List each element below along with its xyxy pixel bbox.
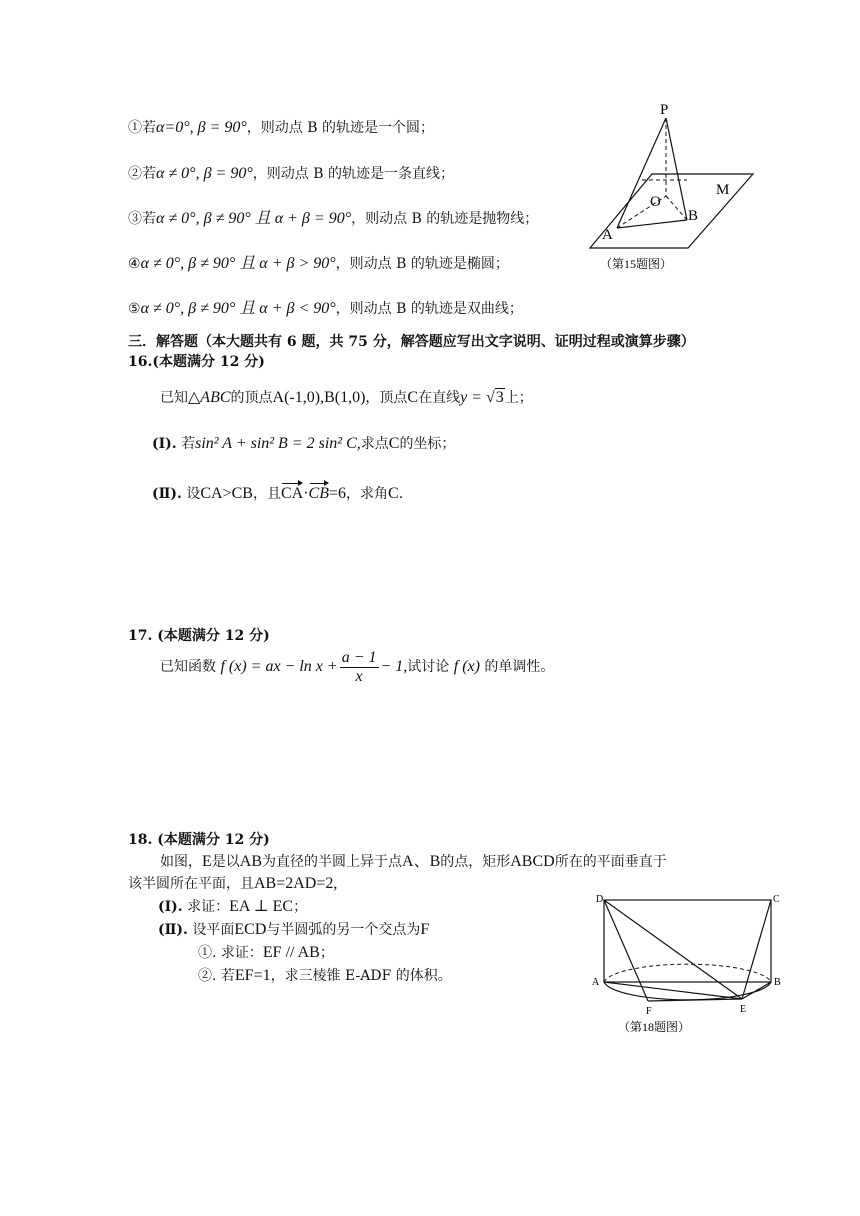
q17-text-2: 试讨论 [407, 659, 450, 675]
q16-intro: 已知△ABC的顶点A(-1,0),B(1,0)，顶点C在直线y = √3上； [160, 389, 533, 406]
q18-part-1-label: (Ⅰ). [158, 899, 183, 915]
q15-figure [580, 100, 770, 280]
q18-part-2-text-2: 与半圆弧的另一个交点为 [266, 922, 421, 938]
q18-sub-2-label: ②. [198, 968, 217, 984]
q17-title: 17. (本题满分 12 分) [128, 628, 270, 644]
q18-text-6: 该半圆所在平面，且 [128, 876, 254, 892]
q15-item-3-math: α ≠ 0°, β ≠ 90° 且 α + β = 90° [156, 210, 352, 227]
q18-sub-1-text: 求证： [220, 945, 263, 961]
q18-part-2-label: (Ⅱ). [158, 922, 188, 938]
figure-15-caption: （第15题图） [600, 257, 673, 271]
q17-function-lhs: f (x) = ax − ln x + [220, 658, 338, 675]
q16-part-2-condition: CA>CB [200, 485, 253, 502]
q17-body [160, 648, 554, 686]
q18-sub-1-label: ①. [198, 945, 217, 961]
label-a: A [602, 227, 613, 243]
q15-item-3 [128, 209, 538, 229]
q18-sub-1-end: ； [319, 945, 334, 961]
q15-item-1-math: α=0°, β = 90° [156, 119, 247, 136]
q15-item-4-prefix: ④ [128, 256, 141, 272]
q18-text-3: 为直径的半圆上异于点 [262, 854, 403, 870]
q17-fraction [340, 649, 379, 686]
label-p: P [660, 102, 669, 118]
label-m: M [716, 182, 730, 198]
q18-title: 18. (本题满分 12 分) [128, 832, 270, 848]
vector-ca: CA [281, 480, 303, 504]
q16-part-2-c: C [388, 485, 399, 502]
q18-figure [588, 890, 788, 1038]
q18-point-f: F [420, 921, 430, 938]
q15-item-1-prefix: ①若 [128, 120, 156, 136]
q15-item-4 [128, 254, 509, 274]
q18-part-1-text: 求证： [187, 899, 230, 915]
q16-part-2-text: 设 [186, 486, 201, 502]
q16-part-2-label: (Ⅱ). [152, 486, 182, 502]
q16-part-1-c: C [388, 435, 400, 452]
q18-text-2: 是以 [211, 854, 240, 870]
q17-fraction-numerator: a − 1 [341, 648, 377, 666]
q16-part-2-end: . [398, 486, 404, 502]
q16-sqrt-value: 3 [495, 389, 504, 406]
q18-sub-2 [198, 966, 452, 986]
edge-ab [617, 220, 687, 228]
q18-sub-1 [198, 943, 334, 963]
q18-rect-abcd: ABCD [510, 853, 555, 870]
q15-item-4-math: α ≠ 0°, β ≠ 90° 且 α + β > 90° [140, 255, 336, 272]
figure-18-caption: （第18题图） [618, 1020, 691, 1034]
q18-part-1-end: ； [293, 899, 308, 915]
label-f: F [646, 1006, 652, 1017]
q16-part-2 [152, 480, 403, 504]
q15-item-2 [128, 164, 454, 184]
dot-operator: · [303, 485, 309, 502]
q16-part-1-label: (Ⅰ). [152, 436, 177, 452]
q15-item-2-math: α ≠ 0°, β = 90° [156, 165, 253, 182]
q15-item-5 [128, 299, 523, 319]
q16-part-2-equals: =6 [328, 485, 347, 502]
label-e: E [740, 1004, 747, 1015]
q16-point-c: C [407, 389, 419, 406]
q18-part-1 [158, 897, 307, 917]
q18-line-2 [128, 874, 337, 894]
q17-text: 已知函数 [160, 659, 216, 675]
q15-item-5-math: α ≠ 0°, β ≠ 90° 且 α + β < 90° [140, 300, 336, 317]
q16-intro-text-3: ，顶点 [365, 390, 408, 406]
q18-text-1: 如图， [160, 854, 202, 870]
edge-ob-dashed [666, 196, 687, 220]
label-c: C [773, 894, 780, 905]
q16-part-2-text-3: ，求角 [346, 486, 389, 502]
q15-item-5-text: ，则动点 B 的轨迹是双曲线； [335, 301, 523, 317]
q16-line-eq: y = [460, 389, 486, 406]
q17-end: 的单调性。 [484, 659, 555, 675]
q15-item-1-text: ，则动点 B 的轨迹是一个圆； [246, 120, 434, 136]
q15-item-2-prefix: ②若 [128, 166, 156, 182]
semicircle-dashed [604, 964, 771, 982]
q18-segment-ab: AB [239, 853, 263, 870]
q15-item-3-text: ，则动点 B 的轨迹是抛物线； [351, 211, 539, 227]
q18-point-e: E [202, 853, 212, 870]
q17-fx: f (x) [453, 658, 480, 675]
q18-given: AB=2AD=2, [254, 875, 338, 892]
q16-part-1-end: 的坐标； [399, 436, 456, 452]
q18-sub-2-text: 若 [220, 968, 235, 984]
q15-item-3-prefix: ③若 [128, 211, 156, 227]
q18-part-2-text: 设平面 [192, 922, 235, 938]
q15-item-5-prefix: ⑤ [128, 301, 141, 317]
label-b: B [774, 977, 781, 988]
edge-pb [666, 118, 687, 220]
q18-sub-2-math: EF=1 [234, 967, 271, 984]
label-b: B [688, 208, 699, 224]
q18-part-2 [158, 920, 429, 940]
q18-plane-ecd: ECD [234, 921, 267, 938]
q15-item-4-text: ，则动点 B 的轨迹是椭圆； [335, 256, 509, 272]
q16-part-1-text-2: 求点 [360, 436, 389, 452]
q18-sub-1-math: EF // AB [262, 944, 320, 961]
q17-function-tail: − 1, [380, 658, 408, 675]
q15-item-1 [128, 118, 434, 138]
q18-line-1 [160, 852, 667, 872]
q16-title: 16.(本题满分 12 分) [128, 354, 265, 370]
q16-part-1-math: sin² A + sin² B = 2 sin² C, [195, 435, 361, 452]
q16-part-2-text-2: ，且 [252, 486, 281, 502]
q16-points: A(-1,0),B(1,0) [272, 389, 366, 406]
q18-points-ab: A、B [402, 853, 441, 870]
q16-part-1 [152, 434, 455, 454]
q18-text-5: 所在的平面垂直于 [554, 854, 667, 870]
q16-intro-text: 已知 [160, 390, 188, 406]
q16-triangle: △ABC [188, 389, 231, 406]
label-d: D [596, 894, 604, 905]
q17-fraction-denominator: x [355, 667, 363, 685]
section-3-header: 三．解答题（本大题共有 6 题，共 75 分，解答题应写出文字说明、证明过程或演算步骤） [128, 334, 695, 350]
q18-sub-2-end: ，求三棱锥 E-ADF 的体积。 [270, 968, 452, 984]
q16-intro-text-4: 在直线 [418, 390, 461, 406]
q18-part-1-math: EA ⊥ EC [229, 898, 294, 915]
vector-cb: CB [309, 480, 329, 504]
q16-part-1-text: 若 [181, 436, 196, 452]
q15-item-2-text: ，则动点 B 的轨迹是一条直线； [252, 166, 454, 182]
q16-intro-end: 上； [504, 390, 533, 406]
q16-intro-text-2: 的顶点 [230, 390, 273, 406]
label-a: A [592, 977, 600, 988]
q18-text-4: 的点，矩形 [440, 854, 511, 870]
label-o: O [650, 194, 661, 210]
